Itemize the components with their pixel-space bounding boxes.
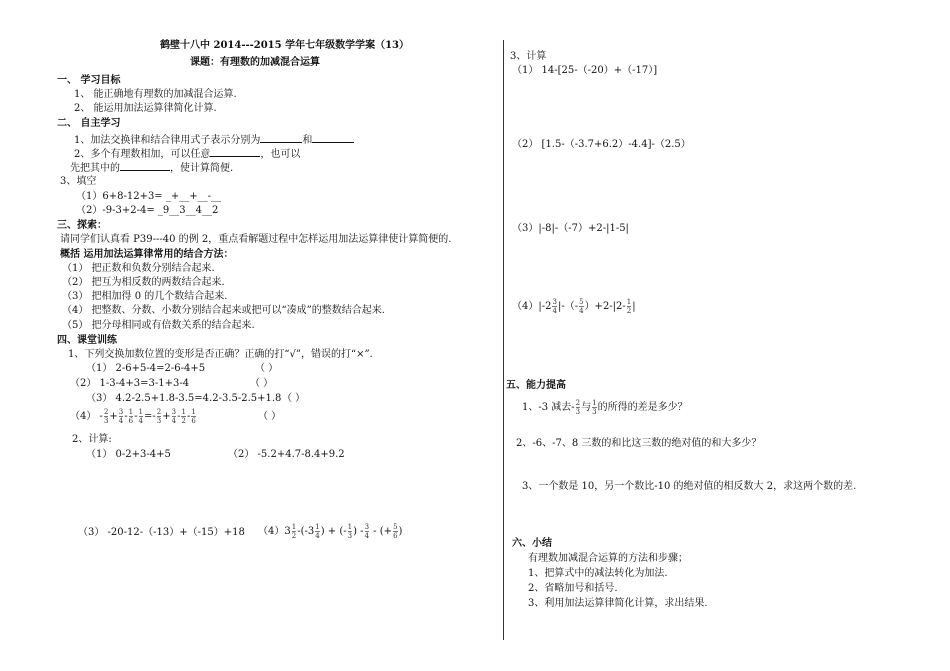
calc-problem: （3）|-8|-（-7）+2-|1-5| xyxy=(512,223,629,234)
calc-problem: （1） 14-[25-（-20）+（-17）] xyxy=(512,65,658,76)
summary-heading: 概括 运用加法运算律常用的结合方法： xyxy=(60,249,234,260)
section-3-heading: 三、探索： xyxy=(57,220,107,231)
goal-item: 1、 能正确地有理数的加减混合运算. xyxy=(74,89,237,100)
answer-paren: （ ） xyxy=(282,393,306,404)
section-4-heading: 四、课堂训练 xyxy=(57,335,117,346)
column-divider xyxy=(503,40,504,640)
answer-paren: （ ） xyxy=(255,363,279,374)
goal-item: 2、 能运用加法运算律简化计算. xyxy=(74,103,217,114)
calc-item: （1） 0-2+3-4+5 xyxy=(86,449,171,460)
answer-paren: （ ） xyxy=(250,378,274,389)
ability-q3: 3、一个数是 10，另一个数比-10 的绝对值的相反数大 2，求这两个数的差. xyxy=(522,481,857,492)
judge-item: （2） 1-3-4+3=3-1+3-4 xyxy=(70,378,190,389)
calc-problem: （2） [1.5-（-3.7+6.2）-4.4]-（2.5） xyxy=(512,139,691,150)
summary-step: 1、把算式中的减法转化为加法. xyxy=(528,568,668,579)
fill-blank-heading: 3、填空 xyxy=(60,176,97,187)
self-study-q2: 2、多个有理数相加，可以任意 ，也可以 xyxy=(74,149,301,160)
judge-question: 1、下列交换加数位置的变形是否正确？正确的打“√”，错误的打“×”. xyxy=(68,349,373,360)
summary-step: 3、利用加法运算律简化计算，求出结果. xyxy=(528,598,708,609)
method-item: （3） 把相加得 0 的几个数结合起来. xyxy=(62,291,228,302)
answer-paren: （ ） xyxy=(258,411,282,422)
calc-item: （3） -20-12-（-13）+（-15）+18 xyxy=(78,527,245,538)
judge-item-fractions: （4） - $\frac{2}{3}$ + $\frac{3}{4}$ - $\frac{1}{6}$ - $\frac{1}{4}$ =- $\frac{2}{3}$ + $\frac{3}{4}$ - $\frac{1}{2}$ - $\frac{1}{6}$ xyxy=(70,408,196,425)
calc-item-fractions: （4）3 $\frac{1}{2}$ -(-3 $\frac{1}{4}$ ) + (- $\frac{1}{3}$ ) - $\frac{3}{4}$ - (+ $\frac{5}{6}$ ) xyxy=(258,523,403,540)
method-item: （1） 把正数和负数分别结合起来. xyxy=(62,263,215,274)
explore-text: 请同学们认真看 P39---40 的例 2，重点看解题过程中怎样运用加法运算律使计算简便的. xyxy=(60,234,452,245)
method-item: （4） 把整数、分数、小数分别结合起来或把可以“凑成”的整数结合起来. xyxy=(62,305,385,316)
section-1-heading: 一、 学习目标 xyxy=(57,75,121,86)
page-title: 鹤壁十八中 2014---2015 学年七年级数学学案（13） xyxy=(160,40,409,51)
fill-blank-item: （2）-9-3+2-4= _9__3__4__2 xyxy=(76,205,219,216)
ability-q1: 1、-3 减去- $\frac{2}{3}$ 与 $\frac{1}{3}$ 的所得的差是多少？ xyxy=(522,399,688,416)
self-study-q2-cont: 先把其中的 ，使计算简便. xyxy=(70,163,234,174)
section-6-heading: 六、小结 xyxy=(512,538,552,549)
method-item: （5） 把分母相同或有倍数关系的结合起来. xyxy=(62,320,255,331)
summary-intro: 有理数加减混合运算的方法和步骤； xyxy=(528,553,688,564)
fill-blank-item: （1）6+8-12+3= _+__+__-__ xyxy=(76,191,222,202)
self-study-q1: 1、加法交换律和结合律用式子表示分别为 和 xyxy=(74,133,354,147)
judge-item: （1） 2-6+5-4=2-6-4+5 xyxy=(86,363,206,374)
summary-step: 2、省略加号和括号. xyxy=(528,583,618,594)
method-item: （2） 把互为相反数的两数结合起来. xyxy=(62,277,225,288)
calc-item: （2） -5.2+4.7-8.4+9.2 xyxy=(228,449,345,460)
calc-section-heading: 3、计算 xyxy=(510,51,547,62)
section-2-heading: 二、 自主学习 xyxy=(57,118,121,129)
lesson-topic: 课题：有理数的加减混合运算 xyxy=(190,57,320,68)
ability-q2: 2、-6、-7、8 三数的和比这三数的绝对值的和大多少？ xyxy=(516,438,762,449)
judge-item: （3） 4.2-2.5+1.8-3.5=4.2-3.5-2.5+1.8 xyxy=(86,393,282,404)
section-5-heading: 五、能力提高 xyxy=(506,380,566,391)
calc-problem-fractions: （4）|-2 $\frac{3}{4}$ |-（- $\frac{5}{4}$ ）+2-|2- $\frac{1}{2}$ | xyxy=(512,298,636,315)
calc-heading: 2、计算: xyxy=(72,434,112,445)
